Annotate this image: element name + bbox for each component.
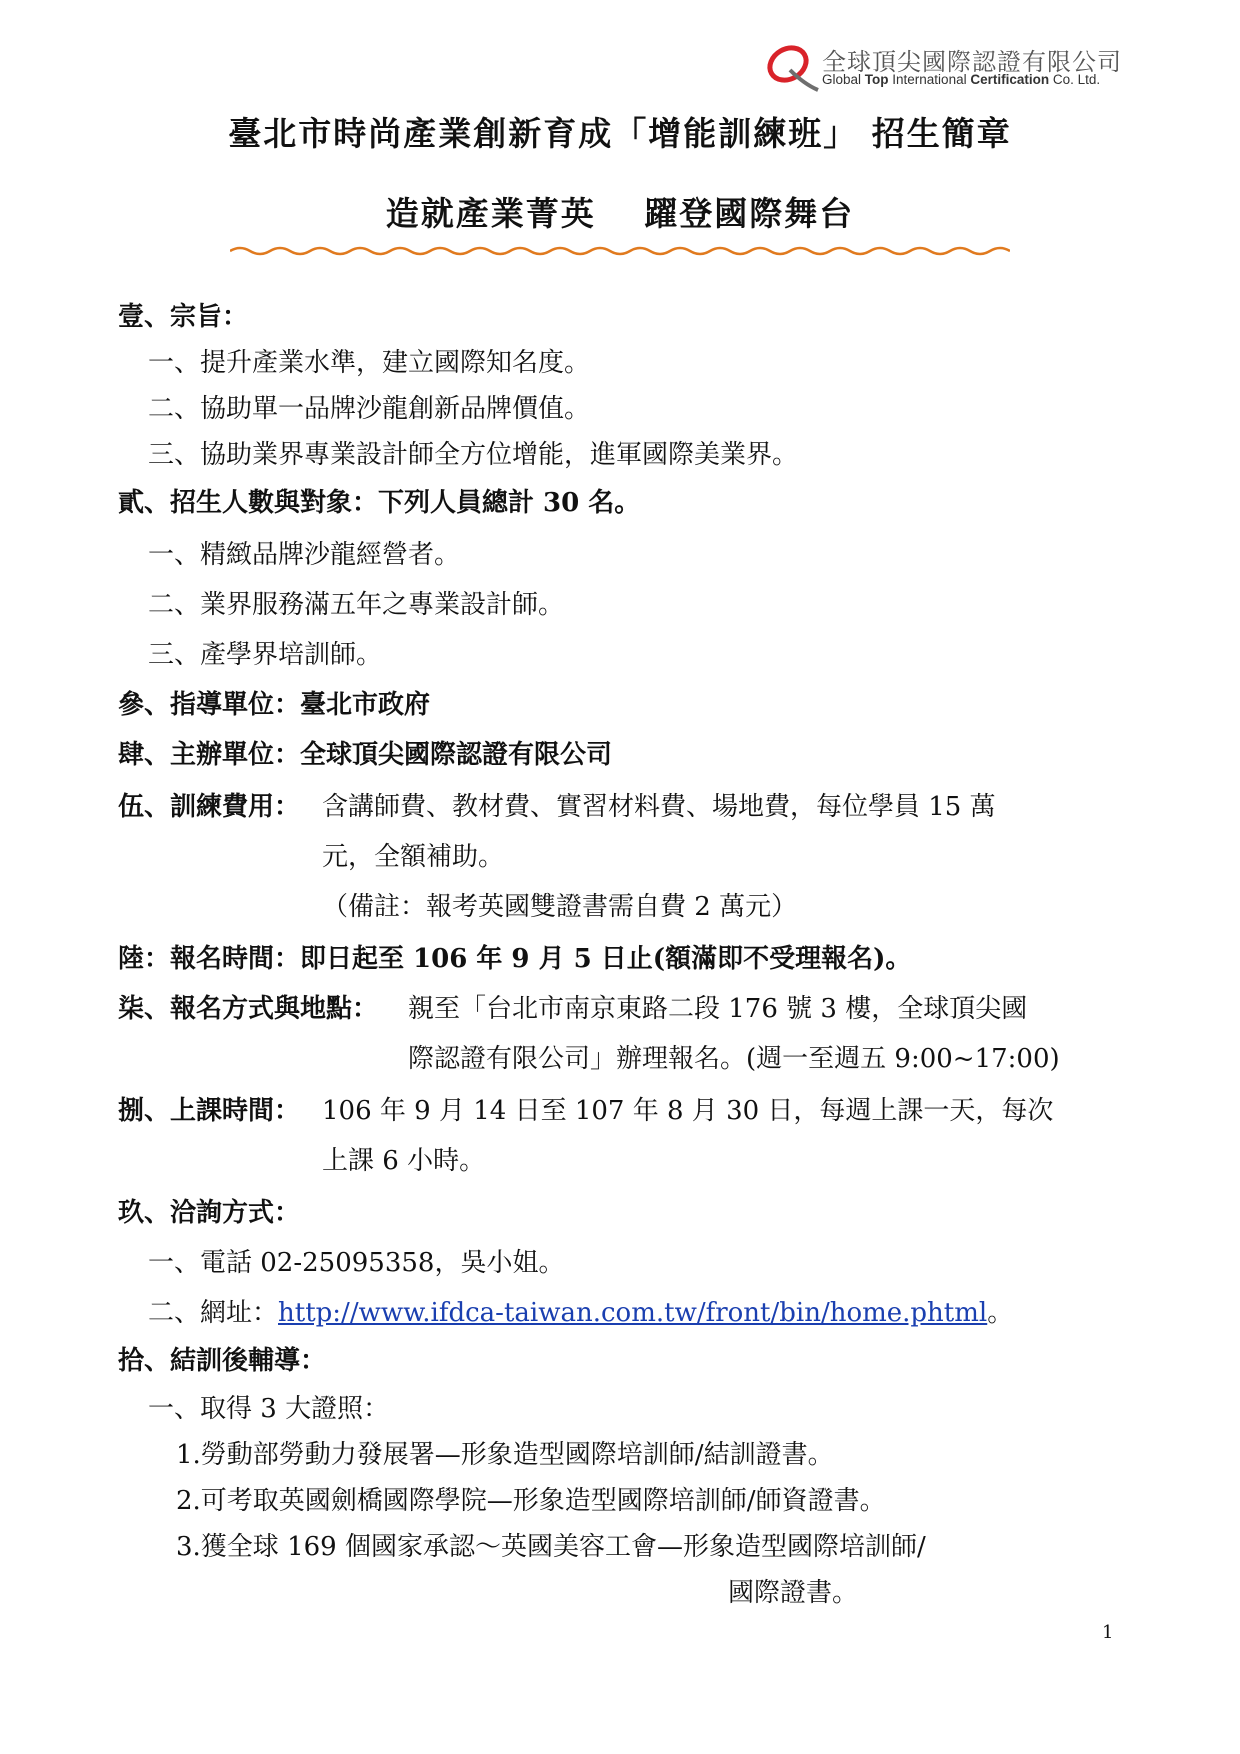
- company-logo: [760, 40, 1140, 92]
- post-training-sub: 一、取得 3 大證照：: [148, 1394, 390, 1424]
- class-time-line: 上課 6 小時。: [322, 1146, 486, 1176]
- logo-company-name-cn: 全球頂尖國際認證有限公司: [822, 48, 1122, 76]
- website-end: 。: [987, 1298, 1014, 1328]
- registration-method-line: 親至「台北市南京東路二段 176 號 3 樓，全球頂尖國: [408, 994, 1028, 1024]
- section-registration-method-label: 柒、報名方式與地點：: [118, 994, 379, 1024]
- fee-line: 元，全額補助。: [322, 842, 505, 872]
- enrollment-item: 二、業界服務滿五年之專業設計師。: [148, 590, 565, 620]
- class-time-line: 106 年 9 月 14 日至 107 年 8 月 30 日，每週上課一天，每次: [322, 1096, 1054, 1126]
- section-post-training-heading: 拾、結訓後輔導：: [118, 1346, 327, 1376]
- cert-item: 3.獲全球 169 個國家承認～英國美容工會—形象造型國際培訓師/: [176, 1532, 926, 1562]
- cert-item: 2.可考取英國劍橋國際學院—形象造型國際培訓師/師資證書。: [176, 1486, 886, 1516]
- section-purpose-heading: 壹、宗旨：: [118, 302, 249, 332]
- cert-item-continuation: 國際證書。: [728, 1578, 859, 1608]
- purpose-item: 三、協助業界專業設計師全方位增能，進軍國際美業界。: [148, 440, 799, 470]
- page-number: 1: [1102, 1622, 1114, 1643]
- enrollment-item: 一、精緻品牌沙龍經營者。: [148, 540, 461, 570]
- section-registration-period-heading: 陸：報名時間：即日起至 106 年 9 月 5 日止(額滿即不受理報名)。: [118, 944, 912, 974]
- section-fee-label: 伍、訓練費用：: [118, 792, 301, 822]
- section-enrollment-heading: 貳、招生人數與對象：下列人員總計 30 名。: [118, 488, 641, 518]
- fee-note: （備註：報考英國雙證書需自費 2 萬元）: [322, 892, 798, 922]
- website-label: 二、網址：: [148, 1298, 279, 1328]
- enrollment-item: 三、產學界培訓師。: [148, 640, 383, 670]
- logo-swirl-icon: [760, 40, 820, 92]
- page-subtitle: 造就產業菁英 躍登國際舞台: [385, 194, 855, 233]
- decorative-wave-divider: [230, 243, 1010, 259]
- section-contact-heading: 玖、洽詢方式：: [118, 1198, 301, 1228]
- registration-method-line: 際認證有限公司」辦理報名。(週一至週五 9:00~17:00): [408, 1044, 1060, 1074]
- purpose-item: 一、提升產業水準，建立國際知名度。: [148, 348, 591, 378]
- contact-website: [148, 1292, 1013, 1329]
- fee-line: 含講師費、教材費、實習材料費、場地費，每位學員 15 萬: [322, 792, 996, 822]
- purpose-item: 二、協助單一品牌沙龍創新品牌價值。: [148, 394, 591, 424]
- page-title: 臺北市時尚產業創新育成「增能訓練班」 招生簡章: [228, 114, 1012, 153]
- cert-item: 1.勞動部勞動力發展署—形象造型國際培訓師/結訓證書。: [176, 1440, 834, 1470]
- section-organizer-heading: 肆、主辦單位：全球頂尖國際認證有限公司: [118, 740, 613, 770]
- website-link[interactable]: http://www.ifdca-taiwan.com.tw/front/bin/home.phtml: [278, 1298, 988, 1328]
- section-supervisor-heading: 參、指導單位：臺北市政府: [118, 690, 431, 720]
- logo-company-name-en: Global Top International Certification Co. Ltd.: [822, 72, 1101, 87]
- contact-phone: 一、電話 02-25095358，吳小姐。: [148, 1248, 565, 1278]
- section-class-time-label: 捌、上課時間：: [118, 1096, 301, 1126]
